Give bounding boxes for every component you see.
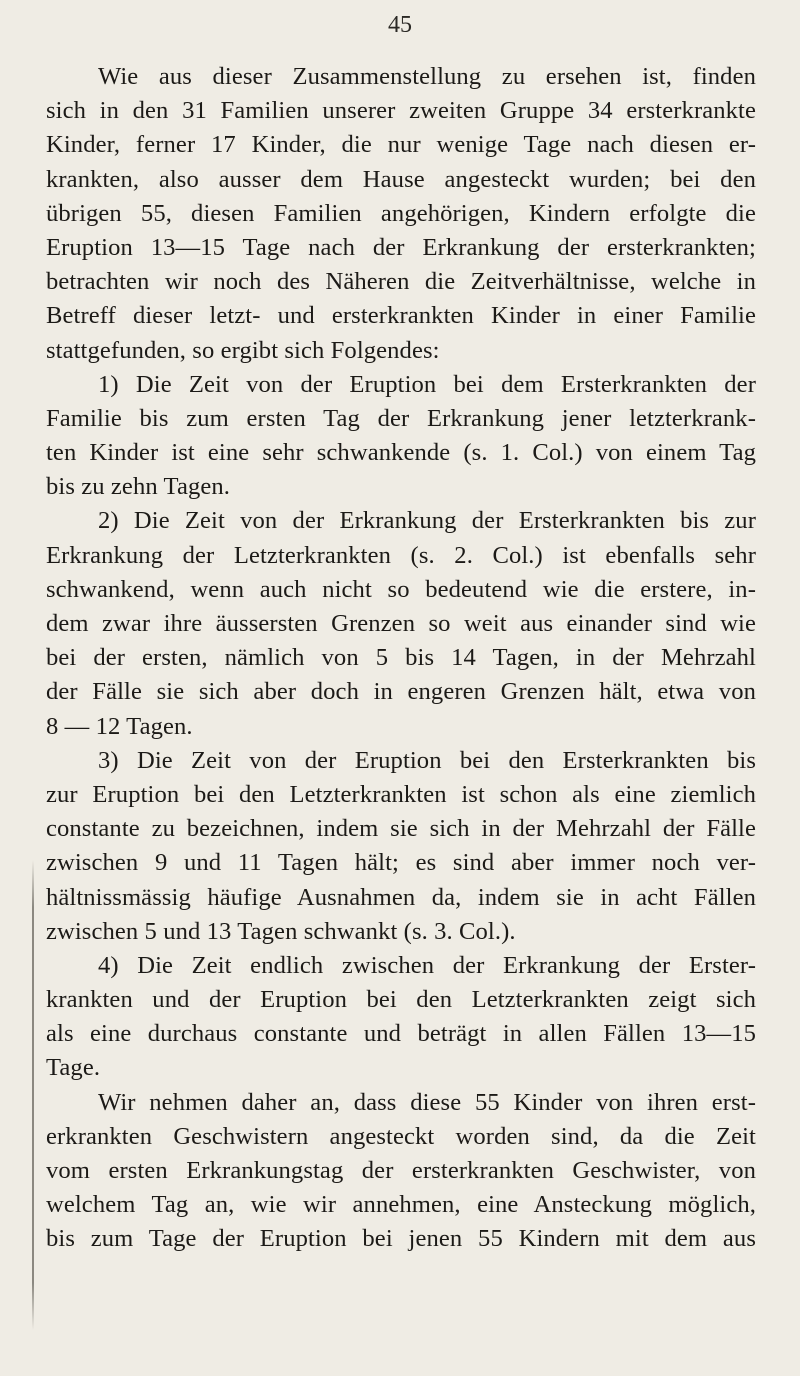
text-line: ten Kinder ist eine sehr schwankende (s. 1. Col.) von einem Tag [46,439,756,467]
text-line: Wie aus dieser Zusammenstellung zu ersehen ist, finden [98,63,756,90]
text-line: stattgefunden, so ergibt sich Folgendes: [46,336,440,364]
body-text [46,60,756,1257]
text-line: welchem Tag an, wie wir annehmen, eine Ansteckung möglich, [46,1191,756,1219]
text-line: 2) Die Zeit von der Erkrankung der Ersterkrankten bis zur [98,507,756,535]
text-line: der Fälle sie sich aber doch in engeren Grenzen hält, etwa von [46,678,756,706]
text-line: 3) Die Zeit von der Eruption bei den Ersterkrankten bis [98,746,756,774]
text-line: Wir nehmen daher an, dass diese 55 Kinder von ihren erst- [98,1088,756,1116]
margin-rule [32,860,34,1330]
text-line: übrigen 55, diesen Familien angehörigen, Kindern erfolgte die [46,199,756,227]
text-line: hältnissmässig häufige Ausnahmen da, indem sie in acht Fällen [46,883,756,911]
text-line: erkrankten Geschwistern angesteckt worden sind, da die Zeit [46,1122,756,1150]
text-line: schwankend, wenn auch nicht so bedeutend wie die erstere, in- [46,575,756,603]
text-line: Kinder, ferner 17 Kinder, die nur wenige Tage nach diesen er- [46,131,756,159]
text-line: als eine durchaus constante und beträgt in allen Fällen 13—15 [46,1020,756,1048]
text-line: 4) Die Zeit endlich zwischen der Erkrankung der Erster- [98,951,756,979]
text-line: krankten und der Eruption bei den Letzterkrankten zeigt sich [46,986,756,1014]
text-line: dem zwar ihre äussersten Grenzen so weit aus einander sind wie [46,610,756,637]
text-line: krankten, also ausser dem Hause angesteckt wurden; bei den [46,165,756,193]
text-line: Tage. [46,1054,101,1082]
text-line: 8 — 12 Tagen. [46,712,193,740]
page-number: 45 [388,12,412,38]
text-line: constante zu bezeichnen, indem sie sich in der Mehrzahl der Fälle [46,815,756,843]
text-line: zwischen 5 und 13 Tagen schwankt (s. 3. Col.). [46,917,516,945]
text-line: Erkrankung der Letzterkrankten (s. 2. Col.) ist ebenfalls sehr [46,541,756,569]
text-line: 1) Die Zeit von der Eruption bei dem Ersterkrankten der [98,370,756,398]
text-line: vom ersten Erkrankungstag der ersterkrankten Geschwister, von [46,1157,756,1184]
text-line: bei der ersten, nämlich von 5 bis 14 Tagen, in der Mehrzahl [46,644,756,672]
text-line: bis zu zehn Tagen. [46,473,231,501]
text-line: bis zum Tage der Eruption bei jenen 55 Kindern mit dem aus [46,1225,756,1253]
text-line: Eruption 13—15 Tage nach der Erkrankung der ersterkrankten; [46,233,756,261]
text-line: sich in den 31 Familien unserer zweiten Gruppe 34 ersterkrankte [46,97,756,125]
text-line: zwischen 9 und 11 Tagen hält; es sind aber immer noch ver- [46,849,756,877]
text-line: zur Eruption bei den Letzterkrankten ist schon als eine ziemlich [46,780,756,808]
text-line: betrachten wir noch des Näheren die Zeitverhältnisse, welche in [46,268,756,296]
text-line: Familie bis zum ersten Tag der Erkrankung jener letzterkrank- [46,404,756,432]
text-line: Betreff dieser letzt- und ersterkrankten Kinder in einer Familie [46,302,756,330]
